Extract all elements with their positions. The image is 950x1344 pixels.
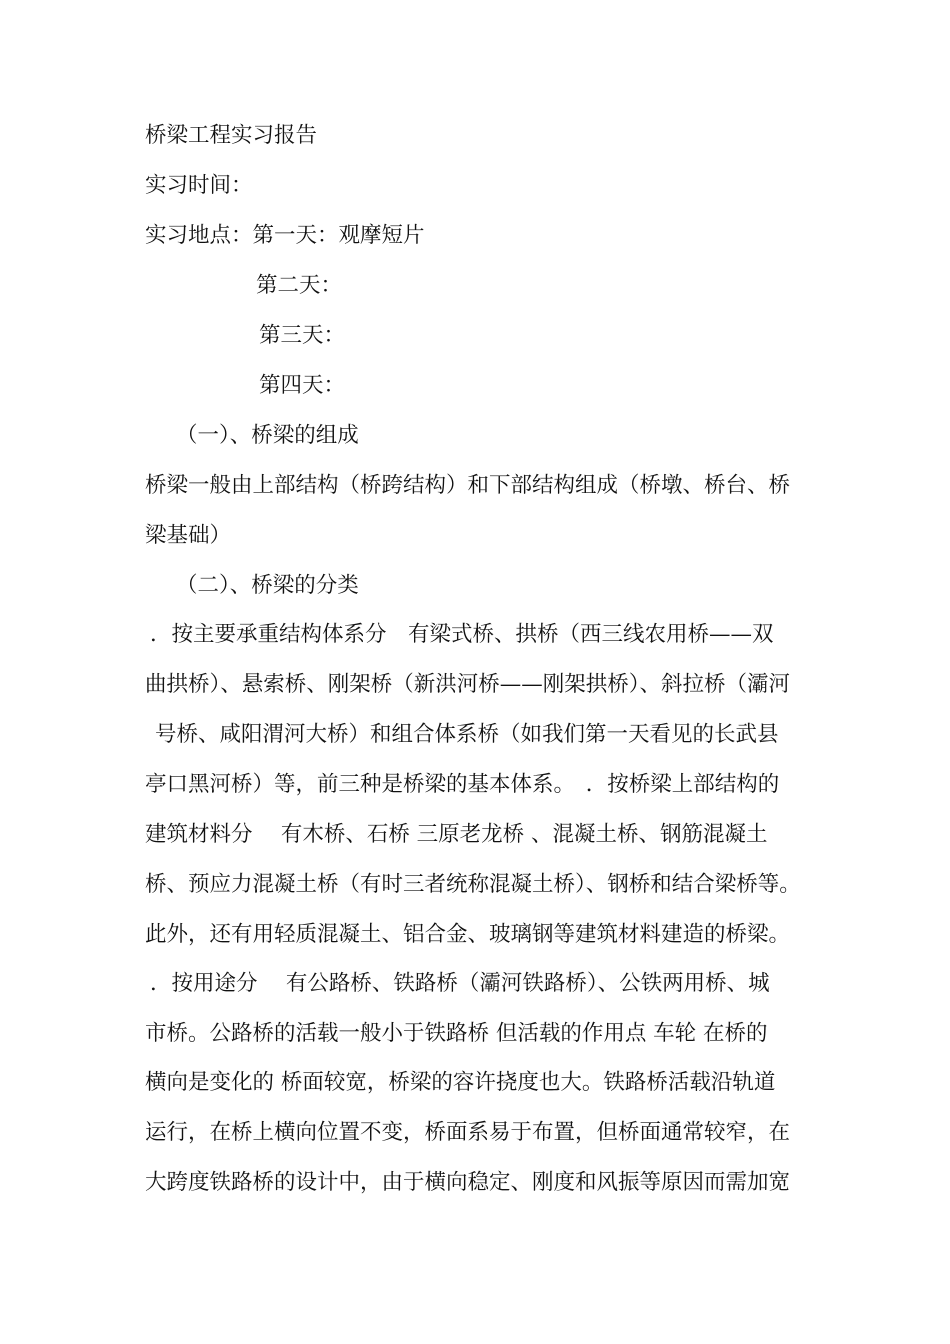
internship-time-label: 实习时间： (145, 173, 253, 198)
paragraph-line: 此外，还有用轻质混凝土、铝合金、玻璃钢等建筑材料建造的桥梁。 (145, 922, 791, 947)
section1-heading: （一）、桥梁的组成 (176, 423, 359, 448)
paragraph-line: 梁基础） (145, 523, 232, 548)
paragraph-line: 亭口黑河桥）等，前三种是桥梁的基本体系。 ．按桥梁上部结构的 (145, 772, 780, 797)
paragraph-line: 曲拱桥）、悬索桥、刚架桥（新洪河桥——刚架拱桥）、斜拉桥（灞河 (145, 672, 791, 697)
paragraph-line: 横向是变化的 桥面较宽，桥梁的容许挠度也大。铁路桥活载沿轨道 (145, 1070, 776, 1095)
paragraph-line: 建筑材料分 有木桥、石桥 三原老龙桥 、混凝土桥、钢筋混凝土 (145, 822, 768, 847)
paragraph-line: 号桥、咸阳渭河大桥）和组合体系桥（如我们第一天看见的长武县 (155, 722, 779, 747)
paragraph-line: 大跨度铁路桥的设计中，由于横向稳定、刚度和风振等原因而需加宽 (145, 1170, 791, 1195)
paragraph-line: 桥、预应力混凝土桥（有时三者统称混凝土桥）、钢桥和结合梁桥等。 (145, 872, 801, 897)
paragraph-line: ．按用途分 有公路桥、铁路桥（灞河铁路桥）、公铁两用桥、城 (150, 971, 770, 996)
document-title: 桥梁工程实习报告 (145, 123, 318, 148)
paragraph-line: ．按主要承重结构体系分 有梁式桥、拱桥（西三线农用桥——双 (150, 622, 774, 647)
paragraph-line: 运行，在桥上横向位置不变，桥面系易于布置，但桥面通常较窄，在 (145, 1120, 791, 1145)
day3-label: 第三天： (259, 323, 346, 348)
paragraph-line: 桥梁一般由上部结构（桥跨结构）和下部结构组成（桥墩、桥台、桥 (145, 473, 791, 498)
day4-label: 第四天： (259, 373, 346, 398)
section2-heading: （二）、桥梁的分类 (176, 573, 359, 598)
day2-label: 第二天： (256, 273, 343, 298)
paragraph-line: 市桥。公路桥的活载一般小于铁路桥 但活载的作用点 车轮 在桥的 (145, 1021, 768, 1046)
internship-place-day1: 实习地点：第一天：观摩短片 (145, 223, 425, 248)
